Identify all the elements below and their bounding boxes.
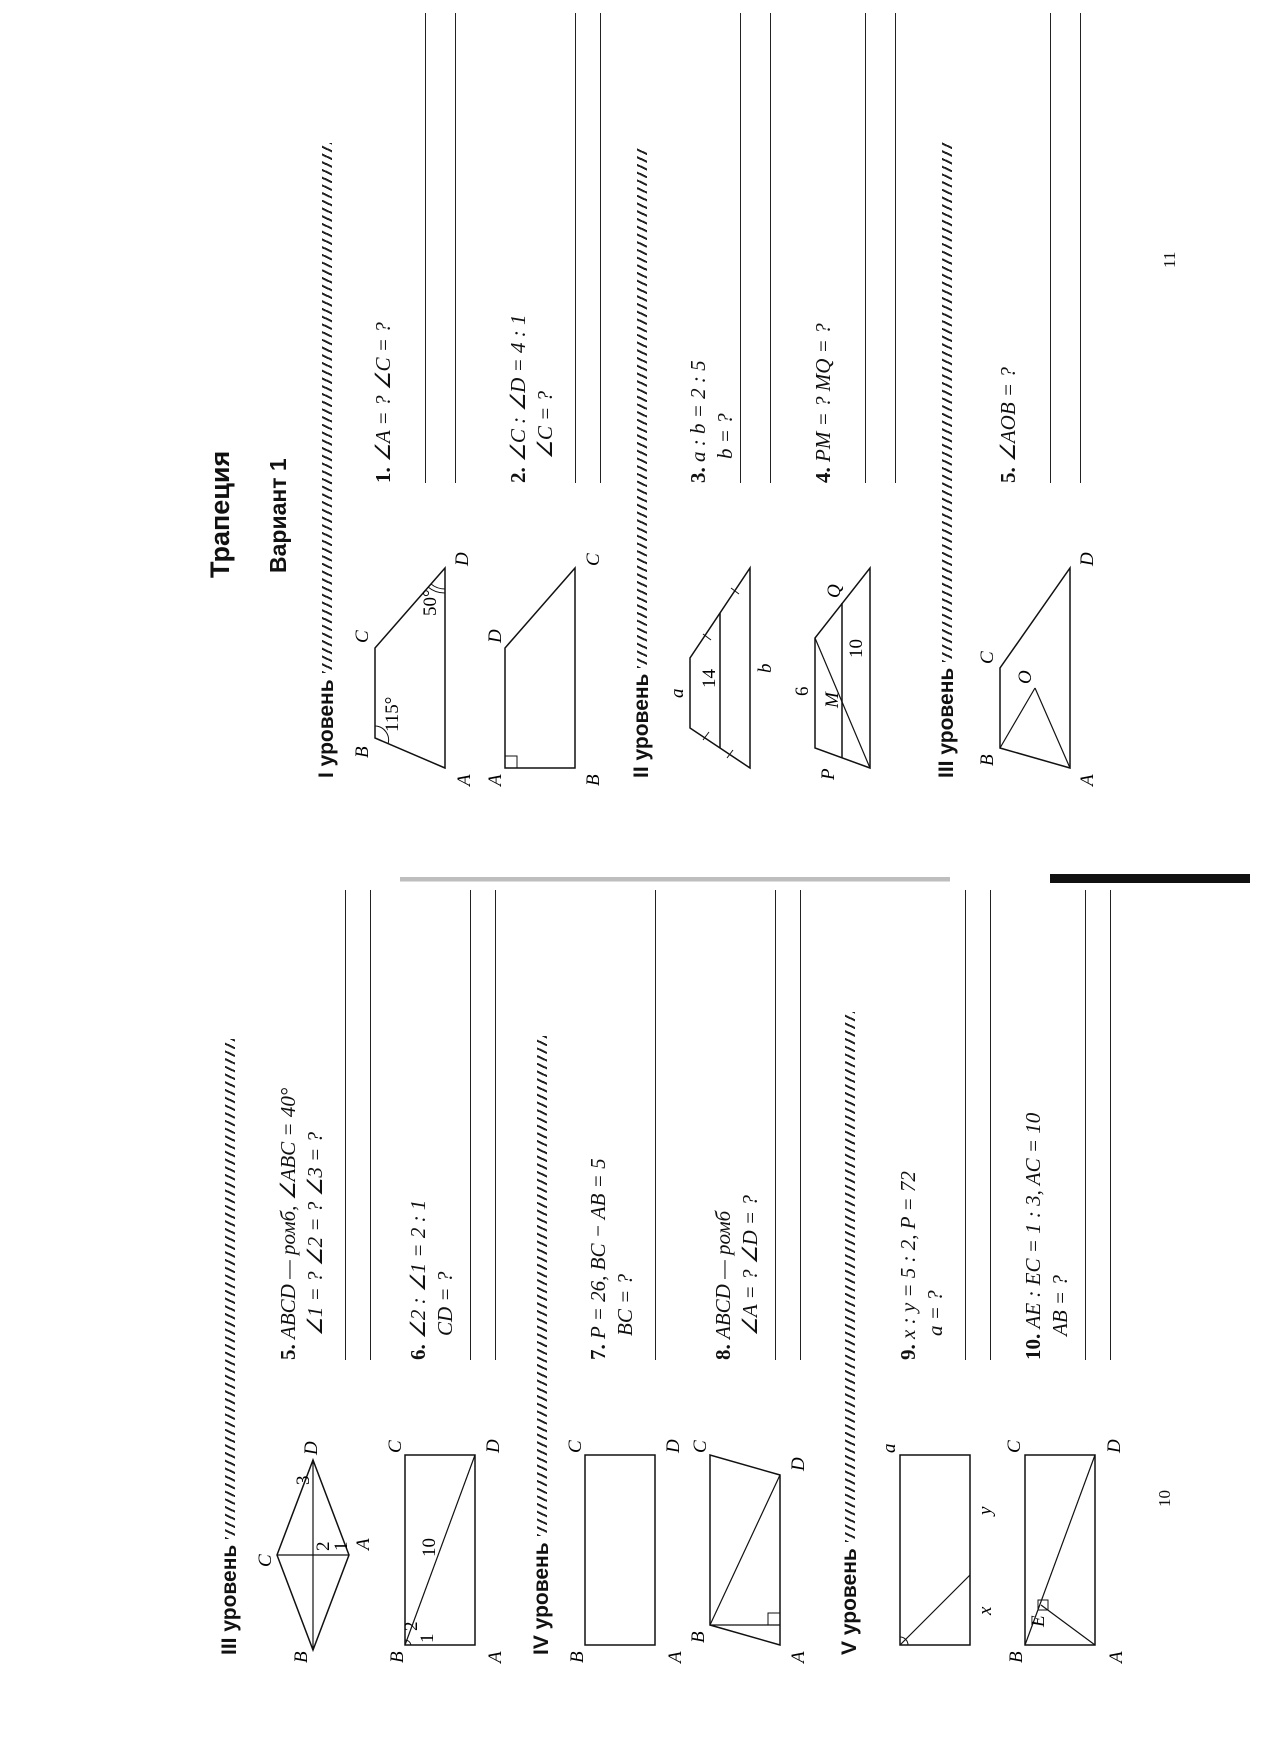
point-m: M (822, 692, 843, 708)
answer-line-2 (495, 890, 496, 1360)
asked-line: PM = ? MQ = ? (811, 323, 835, 462)
task-2-right (485, 8, 604, 788)
vertex-b: B (387, 1651, 408, 1663)
bisector-b (1000, 688, 1035, 748)
section-stripe (942, 142, 952, 662)
asked-line: BC = ? (613, 1273, 637, 1336)
page-title: Трапеция (205, 450, 235, 578)
midline-value: 14 (699, 669, 720, 688)
angle-arc-d-2 (431, 584, 445, 589)
question-text (895, 1171, 949, 1360)
given-line: x : y = 5 : 2, P = 72 (896, 1171, 920, 1339)
vertex-c: C (385, 1440, 406, 1453)
rectangle-outline (900, 1455, 970, 1645)
vertex-c: C (352, 630, 373, 643)
vertex-b: B (291, 1651, 312, 1663)
rhombus-figure (255, 1365, 385, 1665)
point-q: Q (824, 584, 845, 598)
task-3-right (667, 8, 776, 788)
side-a: a (879, 1443, 900, 1453)
task-number: 2. (506, 467, 530, 483)
task-5-right (977, 8, 1098, 788)
given-line: ABCD — ромб, ∠ABC = 40° (276, 1087, 300, 1339)
question-text (1020, 1113, 1074, 1360)
section-stripe (322, 143, 332, 673)
vertex-a: A (788, 1651, 809, 1663)
section-header-iii (218, 1039, 248, 1655)
answer-line-1 (1050, 13, 1051, 483)
trapezoid-outline (1000, 568, 1070, 768)
answer-line-2 (455, 13, 456, 483)
answer-line-1 (1085, 890, 1086, 1360)
section-label: I уровень (315, 679, 338, 778)
task-6-left (385, 885, 506, 1665)
asked-line: CD = ? (433, 1271, 457, 1336)
vertex-d: D (485, 629, 506, 643)
asked-line: ∠A = ? ∠C = ? (371, 322, 395, 462)
given-line: ∠2 : ∠1 = 2 : 1 (406, 1199, 430, 1339)
question-text (370, 322, 397, 483)
given-line: a : b = 2 : 5 (686, 360, 710, 462)
answer-line-2 (1110, 890, 1111, 1360)
rectangle-outline (585, 1455, 655, 1645)
vertex-d: D (452, 552, 473, 566)
vertex-d: D (663, 1439, 684, 1453)
vertex-a: A (1106, 1651, 1127, 1663)
vertex-d: D (788, 1457, 809, 1471)
answer-line-1 (965, 890, 966, 1360)
given-line: AE : EC = 1 : 3, AC = 10 (1021, 1112, 1045, 1329)
left-page (0, 878, 1275, 1755)
vertex-b: B (1006, 1651, 1027, 1663)
right-trapezoid-figure (485, 488, 605, 788)
trapezoid-angles-figure (352, 488, 475, 788)
section-header-iv (530, 1036, 560, 1655)
answer-line-2 (370, 890, 371, 1360)
section-stripe (845, 1012, 855, 1542)
section-stripe (225, 1039, 235, 1539)
answer-line-2 (800, 890, 801, 1360)
base-a: a (667, 688, 688, 698)
section-label: III уровень (935, 667, 958, 778)
vertex-d: D (483, 1439, 504, 1453)
task-1-right (352, 8, 475, 788)
angle-b-value: 115° (382, 696, 403, 732)
point-o: O (1015, 670, 1036, 684)
asked-line: a = ? (923, 1290, 947, 1336)
variant-subtitle: Вариант 1 (265, 458, 291, 573)
question-text (405, 1200, 459, 1360)
vertex-a: A (485, 774, 506, 786)
page-number: 10 (1155, 1490, 1174, 1507)
vertex-a: A (353, 1538, 374, 1550)
section-stripe (637, 148, 647, 668)
vertex-b: B (977, 754, 998, 766)
answer-line-2 (770, 13, 771, 483)
base-bottom-value: 10 (846, 639, 867, 658)
trapezoid-outline (505, 568, 575, 768)
section-header-iii-right (935, 142, 965, 778)
task-10-left (1004, 885, 1127, 1665)
asked-line: b = ? (713, 413, 737, 459)
section-header-ii (630, 148, 660, 778)
task-number: 10. (1021, 1333, 1045, 1360)
angle-mark-3: 3 (293, 1475, 314, 1485)
given-line: ABCD — ромб (711, 1210, 735, 1339)
vertex-a: A (485, 1651, 506, 1663)
answer-line-2 (1080, 13, 1081, 483)
page-number: 11 (1160, 251, 1179, 268)
rectangle-diagonal-figure (385, 1365, 506, 1665)
asked-line: AB = ? (1048, 1275, 1072, 1336)
vertex-a: A (665, 1651, 686, 1663)
section-label: II уровень (630, 673, 653, 778)
tick-right-2 (731, 588, 739, 594)
task-number: 4. (811, 467, 835, 483)
asked-line: ∠1 = ? ∠2 = ? ∠3 = ? (303, 1132, 327, 1336)
question-text (585, 1158, 639, 1360)
question-text (685, 360, 739, 483)
answer-line-1 (865, 13, 866, 483)
section-label: V уровень (838, 1548, 861, 1655)
question-text (810, 323, 837, 483)
bisector-line (900, 1575, 970, 1645)
vertex-c: C (565, 1440, 586, 1453)
task-number: 6. (406, 1344, 430, 1360)
vertex-d: D (1104, 1439, 1125, 1453)
asked-line: ∠C = ? (533, 390, 557, 459)
bisector-a (1035, 688, 1070, 768)
section-label: IV уровень (530, 1542, 553, 1655)
given-line: ∠C : ∠D = 4 : 1 (506, 314, 530, 462)
task-number: 3. (686, 467, 710, 483)
task-7-left (565, 885, 686, 1665)
question-text (995, 367, 1022, 483)
base-b: b (755, 663, 776, 673)
task-number: 9. (896, 1344, 920, 1360)
section-stripe (537, 1036, 547, 1536)
task-number: 8. (711, 1344, 735, 1360)
segment-x: x (975, 1606, 996, 1615)
question-text (275, 1088, 329, 1360)
given-line: P = 26, BC − AB = 5 (586, 1158, 610, 1339)
vertex-b: B (688, 1631, 709, 1643)
task-5-left (255, 885, 374, 1665)
vertex-a: A (1077, 774, 1098, 786)
segment-y: y (975, 1506, 996, 1515)
perpendicular-be (1041, 1605, 1095, 1645)
task-9-left (879, 885, 996, 1665)
right-angle-mark (505, 756, 517, 768)
vertex-c: C (690, 1440, 711, 1453)
vertex-d: D (301, 1441, 322, 1455)
answer-line-1 (740, 13, 741, 483)
section-header-i (315, 143, 345, 778)
vertex-b: B (583, 774, 604, 786)
answer-line-1 (575, 13, 576, 483)
angle-mark-1: 1 (331, 1541, 352, 1551)
answer-line-1 (775, 890, 776, 1360)
trapezoid-diagonal-figure (792, 488, 910, 788)
asked-line: ∠AOB = ? (996, 367, 1020, 462)
point-e: E (1028, 1615, 1049, 1627)
rectangle-figure (565, 1365, 686, 1665)
vertex-c: C (977, 651, 998, 664)
vertex-d: D (1077, 552, 1098, 566)
angle-mark-1: 1 (417, 1633, 438, 1643)
section-label: III уровень (218, 1544, 241, 1655)
task-4-right (792, 8, 900, 788)
rhombus-height-figure (688, 1365, 810, 1665)
angle-d-value: 50° (420, 589, 441, 616)
asked-line: ∠A = ? ∠D = ? (738, 1195, 762, 1336)
trapezoid-midline-figure (667, 488, 785, 788)
point-p: P (818, 768, 839, 780)
rectangle-bisector-figure (879, 1365, 996, 1665)
vertex-c: C (1004, 1440, 1025, 1453)
diagonal-line (710, 1475, 780, 1625)
task-number: 1. (371, 467, 395, 483)
section-header-v (838, 1012, 868, 1655)
question-text (710, 1195, 764, 1360)
vertex-c: C (583, 553, 604, 566)
rectangle-perpendicular-figure (1004, 1365, 1127, 1665)
answer-line-1 (655, 890, 656, 1360)
answer-line-2 (600, 13, 601, 483)
answer-line-2 (990, 890, 991, 1360)
vertex-a: A (454, 774, 475, 786)
task-number: 7. (586, 1344, 610, 1360)
diagonal-length: 10 (419, 1538, 440, 1557)
vertex-b: B (352, 746, 373, 758)
vertex-b: B (567, 1651, 588, 1663)
task-8-left (688, 885, 809, 1665)
answer-line-1 (470, 890, 471, 1360)
trapezoid-bisectors-figure (977, 488, 1100, 788)
vertex-c: C (255, 1554, 276, 1567)
answer-line-1 (345, 890, 346, 1360)
answer-line-2 (895, 13, 896, 483)
question-text (505, 315, 559, 483)
task-number: 5. (276, 1344, 300, 1360)
answer-line-1 (425, 13, 426, 483)
diagonal-ac (405, 1455, 475, 1645)
angle-mark-2: 2 (313, 1541, 334, 1551)
base-top-value: 6 (792, 686, 813, 696)
task-number: 5. (996, 467, 1020, 483)
right-angle-mark (768, 1613, 780, 1625)
angle-mark-2: 2 (401, 1621, 422, 1631)
